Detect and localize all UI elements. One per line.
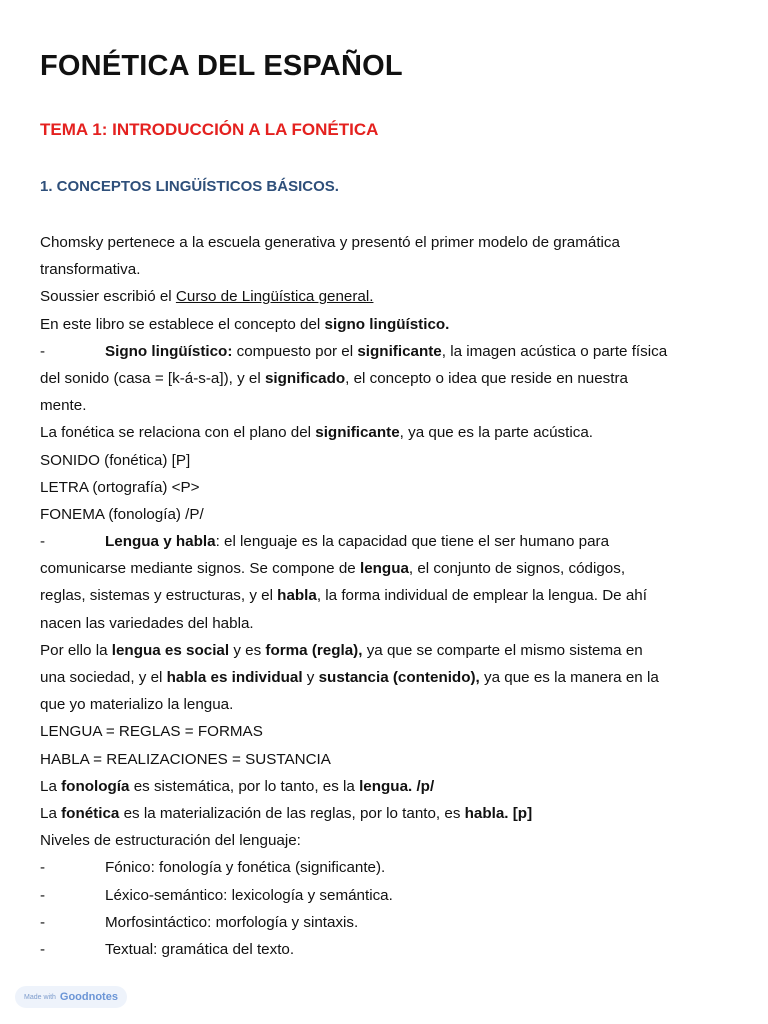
- text-line: LETRA (ortografía) <P>: [40, 478, 200, 496]
- text-line: SONIDO (fonética) [P]: [40, 451, 191, 469]
- list-item: - Lengua y habla: el lenguaje es la capacidad que tiene el ser humano para: [40, 533, 610, 551]
- text-line: Chomsky pertenece a la escuela generativa y presentó el primer modelo de gramática: [40, 234, 620, 251]
- text-line: La fonética es la materialización de las reglas, por lo tanto, es habla. [p]: [40, 804, 533, 822]
- text-line: mente.: [40, 397, 87, 415]
- tema-heading: TEMA 1: INTRODUCCIÓN A LA FONÉTICA: [40, 120, 379, 139]
- text-line: que yo materializo la lengua.: [40, 696, 234, 714]
- text-line: En este libro se establece el concepto del signo lingüístico.: [40, 315, 450, 333]
- section-heading: 1. CONCEPTOS LINGÜÍSTICOS BÁSICOS.: [40, 178, 339, 195]
- list-item: - Textual: gramática del texto.: [40, 940, 295, 958]
- text-line: nacen las variedades del habla.: [40, 614, 254, 632]
- text-line: Niveles de estructuración del lenguaje:: [40, 832, 301, 850]
- text-line: del sonido (casa = [k-á-s-a]), y el significado, el concepto o idea que reside en nuestra: [40, 369, 628, 387]
- badge-made-with: Made with: [24, 993, 56, 1001]
- book-title: Curso de Lingüística general.: [175, 288, 374, 306]
- badge-brand: Goodnotes: [59, 991, 118, 1003]
- list-item: - Signo lingüístico: compuesto por el significante, la imagen acústica o parte física: [40, 342, 668, 360]
- text-line: LENGUA = REGLAS = FORMAS: [40, 723, 263, 741]
- text-line: HABLA = REALIZACIONES = SUSTANCIA: [40, 750, 331, 768]
- text-line: transformativa.: [40, 261, 141, 279]
- text-line: La fonología es sistemática, por lo tanto, es la lengua. /p/: [40, 777, 435, 795]
- goodnotes-badge[interactable]: [15, 986, 127, 1008]
- body-text: [40, 229, 730, 963]
- list-item: - Morfosintáctico: morfología y sintaxis.: [40, 913, 359, 931]
- text-line: una sociedad, y el habla es individual y sustancia (contenido), ya que es la manera en la: [40, 669, 659, 686]
- list-item: - Fónico: fonología y fonética (significante).: [40, 859, 386, 877]
- text-line: FONEMA (fonología) /P/: [40, 505, 204, 523]
- text-line: Por ello la lengua es social y es forma (regla), ya que se comparte el mismo sistema en: [40, 641, 643, 659]
- text-line: La fonética se relaciona con el plano del significante, ya que es la parte acústica.: [40, 424, 594, 442]
- text-line: comunicarse mediante signos. Se compone de lengua, el conjunto de signos, códigos,: [40, 560, 626, 578]
- text-line: Soussier escribió el Curso de Lingüística general.: [40, 288, 374, 306]
- text-line: reglas, sistemas y estructuras, y el habla, la forma individual de emplear la lengua. De ahí: [40, 587, 647, 605]
- document-title: FONÉTICA DEL ESPAÑOL: [40, 50, 403, 82]
- list-item: - Léxico-semántico: lexicología y semántica.: [40, 886, 393, 904]
